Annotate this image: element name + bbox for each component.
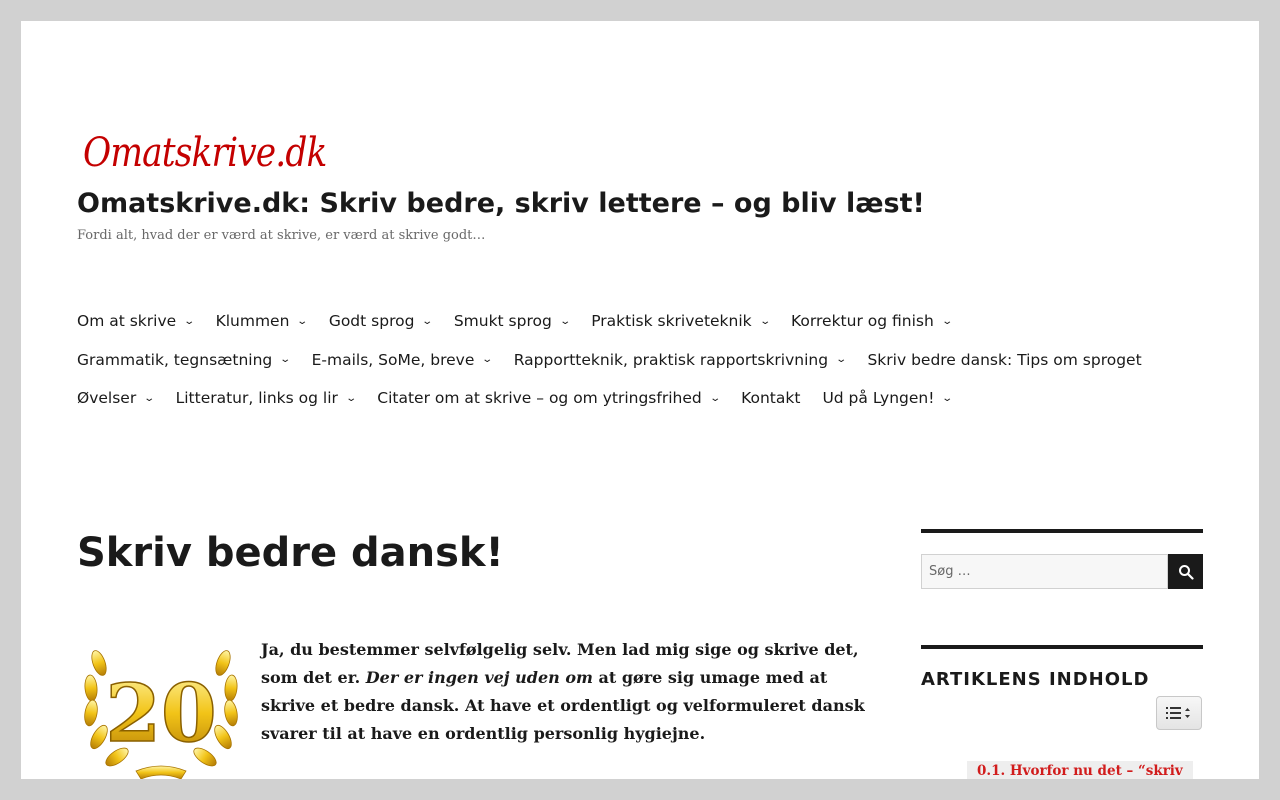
site-tagline: Fordi alt, hvad der er værd at skrive, er værd at skrive godt… [77,228,486,243]
chevron-down-icon[interactable]: ⌄ [481,354,494,366]
nav-item[interactable] [377,389,719,407]
nav-item-label: Smukt sprog [453,312,552,331]
nav-item-label: E-mails, SoMe, breve [311,350,475,369]
list-toggle-icon [1166,706,1192,720]
search-input[interactable] [921,554,1168,589]
nav-item-label: Øvelser [77,389,137,408]
chevron-down-icon[interactable]: ⌄ [296,315,309,327]
intro-emphasis: Der er ingen vej uden om [365,668,593,687]
nav-item-label: Klummen [215,312,290,331]
chevron-down-icon[interactable]: ⌄ [143,392,156,404]
main-navigation [77,302,1252,418]
nav-item[interactable] [77,351,290,369]
nav-item-label: Korrektur og finish [791,312,934,331]
chevron-down-icon[interactable]: ⌄ [758,315,771,327]
nav-item[interactable] [514,351,846,369]
sidebar-divider [921,645,1203,649]
nav-item[interactable] [329,312,432,330]
nav-item[interactable] [741,389,800,407]
laurel-wreath-image [81,633,241,779]
nav-item-label: Grammatik, tegnsætning [77,350,273,369]
chevron-down-icon[interactable]: ⌄ [941,315,953,327]
search-icon [1178,564,1194,580]
nav-item[interactable] [216,312,307,330]
nav-item-label: Kontakt [741,389,801,408]
nav-item-label: Litteratur, links og lir [175,389,338,408]
chevron-down-icon[interactable]: ⌄ [559,315,571,327]
nav-item-label: Citater om at skrive – og om ytringsfrihed [377,389,702,408]
nav-row [77,341,1252,380]
toc-toggle-button[interactable] [1156,696,1202,730]
nav-row [77,302,1252,341]
toc-item-link[interactable]: 0.1. Hvorfor nu det – “skriv [967,761,1193,779]
search-button[interactable] [1168,554,1203,589]
nav-item-label: Praktisk skriveteknik [591,312,752,331]
nav-item-label: Rapportteknik, praktisk rapportskrivning [513,350,829,369]
chevron-down-icon[interactable]: ⌄ [421,315,434,327]
intro-paragraph [261,636,876,748]
nav-item[interactable] [77,312,194,330]
intro-text-2: at gøre sig umage med at skrive et bedre dansk. At have et ordentligt og velformuleret dansk svarer til at have en ordentlig personlig hygiejne. [261,668,865,743]
nav-item[interactable] [77,389,154,407]
nav-item[interactable] [591,312,769,330]
site-logo[interactable]: Omatskrive.dk [83,130,327,176]
nav-item-label: Om at skrive [77,312,177,331]
nav-item[interactable] [791,312,951,330]
chevron-down-icon[interactable]: ⌄ [835,354,848,366]
chevron-down-icon[interactable]: ⌄ [709,392,721,404]
nav-item-label: Ud på Lyngen! [822,389,935,408]
chevron-down-icon[interactable]: ⌄ [345,392,357,404]
chevron-down-icon[interactable]: ⌄ [279,354,292,366]
sidebar-divider [921,529,1203,533]
toc-widget-title: ARTIKLENS INDHOLD [921,669,1150,690]
site-title[interactable]: Omatskrive.dk: Skriv bedre, skriv lettere – og bliv læst! [77,188,925,219]
nav-item[interactable] [867,351,1141,369]
page-title: Skriv bedre dansk! [77,530,504,576]
badge-number: 20 [105,666,217,760]
chevron-down-icon[interactable]: ⌄ [183,315,196,327]
nav-item[interactable] [822,389,954,408]
nav-item[interactable] [176,389,356,407]
nav-item[interactable] [312,351,492,369]
page [21,21,1259,779]
nav-item-label: Godt sprog [328,312,415,331]
nav-item-label: Skriv bedre dansk: Tips om sproget [867,350,1142,369]
nav-item[interactable] [454,312,569,330]
intro-text-1: Ja, du bestemmer selvfølgelig selv. Men lad mig sige og skrive det, som det er. [261,640,859,687]
chevron-down-icon[interactable]: ⌄ [941,392,954,404]
nav-row [77,379,1252,418]
